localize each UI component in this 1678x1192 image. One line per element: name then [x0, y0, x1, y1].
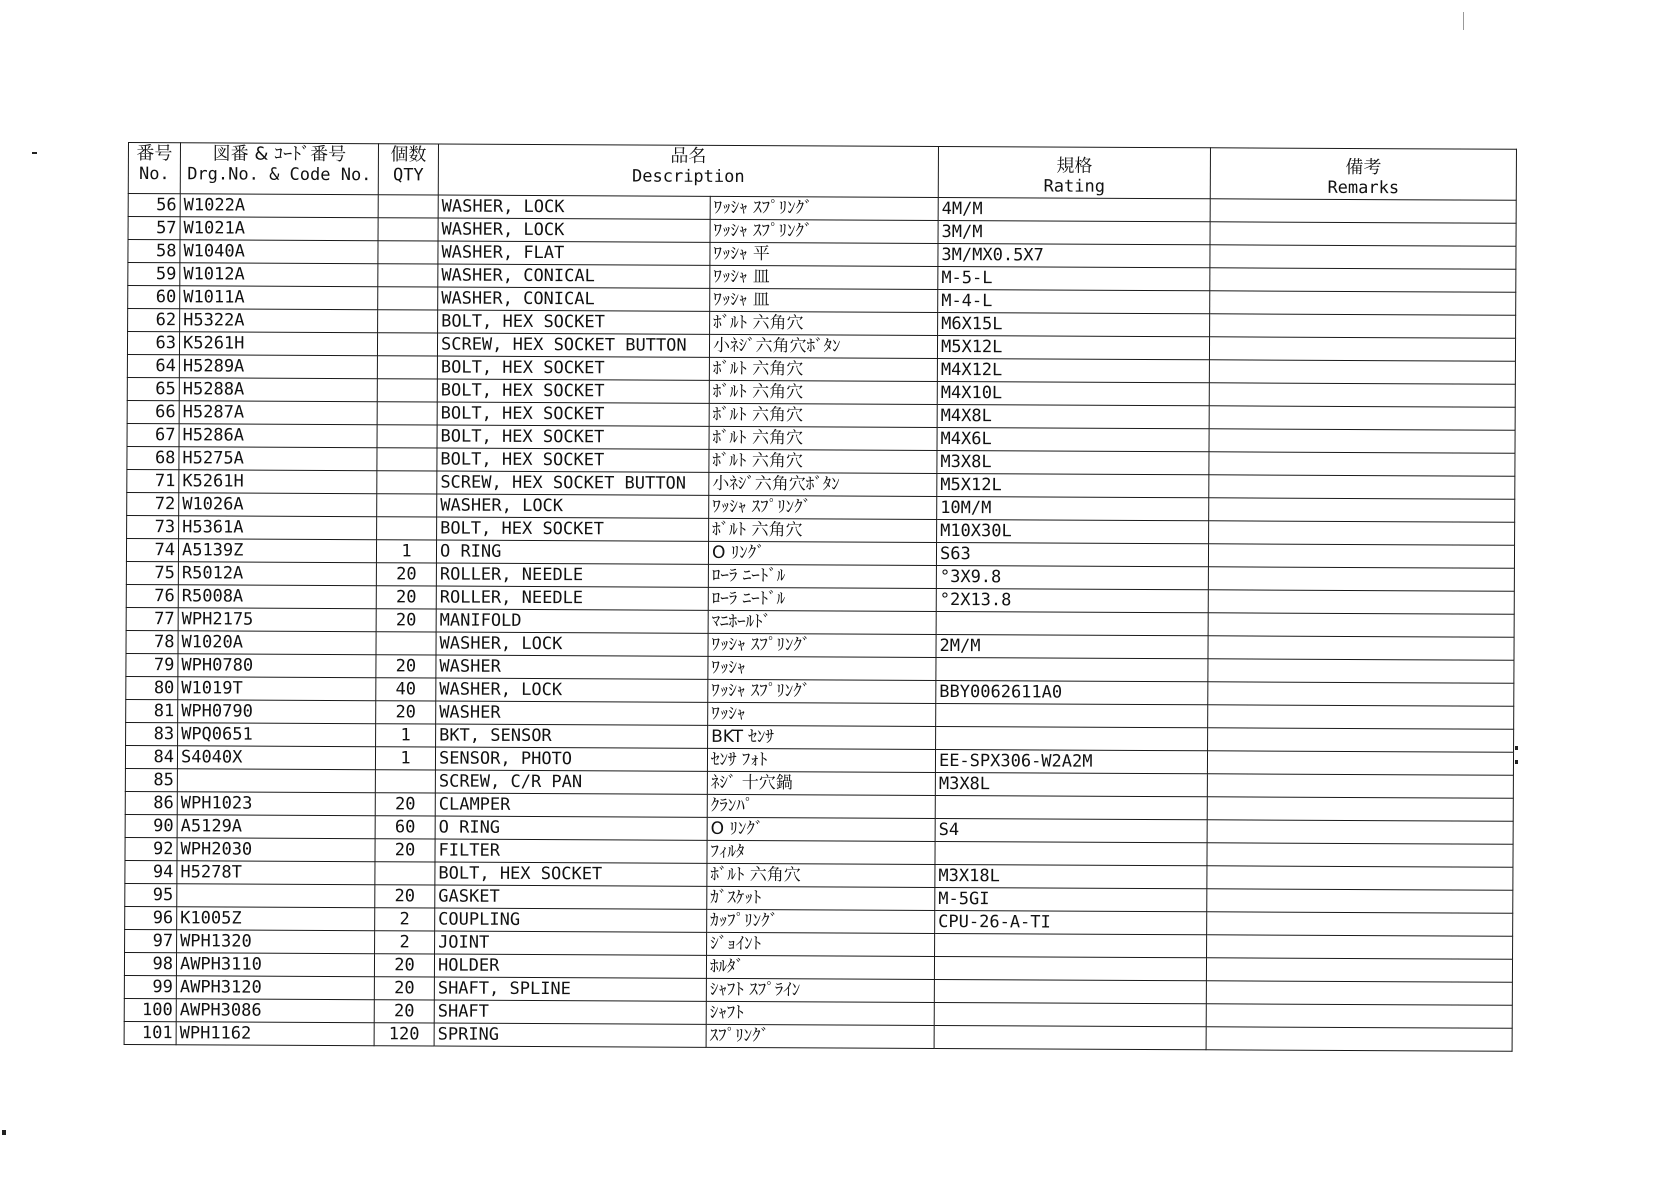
drg-code-number-cell: W1022A — [180, 194, 378, 218]
description-en-cell: FILTER — [435, 839, 707, 863]
description-ja-cell: ﾛｰﾗ ﾆｰﾄﾞﾙ — [708, 564, 936, 588]
item-number-cell: 74 — [126, 538, 178, 561]
drg-code-number-cell: R5012A — [178, 562, 376, 586]
header-drg-en: Drg.No. & Code No. — [187, 164, 372, 186]
quantity-cell — [378, 241, 438, 264]
drg-code-number-cell: AWPH3110 — [176, 953, 374, 977]
quantity-cell — [377, 448, 437, 471]
description-en-cell: BOLT, HEX SOCKET — [437, 448, 709, 472]
description-ja-cell: ｶﾞｽｹｯﾄ — [707, 886, 935, 910]
quantity-cell: 20 — [374, 954, 434, 977]
description-ja-cell: ﾎﾞﾙﾄ 六角穴 — [709, 357, 937, 381]
quantity-cell — [378, 195, 438, 218]
drg-code-number-cell: WPH0790 — [178, 700, 376, 724]
rating-cell — [934, 1025, 1206, 1049]
description-ja-cell: ﾌｨﾙﾀ — [707, 840, 935, 864]
item-number-cell: 75 — [126, 561, 178, 584]
item-number-cell: 84 — [125, 745, 177, 768]
rating-cell: 4M/M — [938, 197, 1210, 221]
drg-code-number-cell: W1020A — [178, 631, 376, 655]
item-number-cell: 78 — [126, 630, 178, 653]
item-number-cell: 73 — [127, 515, 179, 538]
rating-cell — [935, 841, 1207, 865]
description-en-cell: WASHER, CONICAL — [438, 264, 710, 288]
drg-code-number-cell: WPH1023 — [177, 792, 375, 816]
description-ja-cell: ｼﾞｮｲﾝﾄ — [707, 932, 935, 956]
header-remarks — [1210, 148, 1516, 200]
scan-speck — [2, 1130, 6, 1135]
remarks-cell — [1206, 1027, 1512, 1051]
quantity-cell — [377, 356, 437, 379]
description-en-cell: SCREW, HEX SOCKET BUTTON — [437, 471, 709, 495]
remarks-cell — [1207, 866, 1513, 890]
description-en-cell: BOLT, HEX SOCKET — [437, 517, 709, 541]
description-en-cell: BOLT, HEX SOCKET — [438, 310, 710, 334]
rating-cell: °3X9.8 — [936, 565, 1208, 589]
description-ja-cell: ﾈｼﾞ 十穴鍋 — [707, 771, 935, 795]
item-number-cell: 96 — [125, 906, 177, 929]
header-drg-code — [180, 143, 378, 195]
rating-cell: EE-SPX306-W2A2M — [935, 749, 1207, 773]
header-desc-ja: 品名 — [670, 145, 707, 167]
remarks-cell — [1208, 613, 1514, 637]
quantity-cell: 20 — [376, 563, 436, 586]
quantity-cell — [377, 471, 437, 494]
quantity-cell — [376, 632, 436, 655]
description-ja-cell: ﾜｯｼｬ 平 — [710, 242, 938, 266]
description-ja-cell: ｾﾝｻ ﾌｫﾄ — [707, 748, 935, 772]
remarks-cell — [1209, 360, 1515, 384]
remarks-cell — [1206, 981, 1512, 1005]
description-en-cell: O RING — [435, 816, 707, 840]
description-ja-cell: ﾜｯｼｬ ｽﾌﾟﾘﾝｸﾞ — [708, 679, 936, 703]
remarks-cell — [1209, 406, 1515, 430]
drg-code-number-cell: H5275A — [179, 447, 377, 471]
description-ja-cell: ﾎﾞﾙﾄ 六角穴 — [709, 426, 937, 450]
drg-code-number-cell: AWPH3086 — [176, 999, 374, 1023]
rating-cell: S4 — [935, 818, 1207, 842]
rating-cell: 3M/M — [938, 220, 1210, 244]
remarks-cell — [1207, 820, 1513, 844]
item-number-cell: 59 — [128, 263, 180, 286]
rating-cell: M6X15L — [938, 312, 1210, 336]
description-en-cell: ROLLER, NEEDLE — [436, 586, 708, 610]
description-en-cell: SPRING — [434, 1023, 706, 1047]
quantity-cell — [378, 218, 438, 241]
quantity-cell: 20 — [376, 701, 436, 724]
rating-cell — [936, 726, 1208, 750]
rating-cell: M-5-L — [938, 266, 1210, 290]
header-qty-en: QTY — [392, 165, 424, 186]
parts-list-table — [124, 142, 1517, 1052]
description-en-cell: WASHER — [436, 655, 708, 679]
header-description — [438, 144, 938, 197]
rating-cell: M4X10L — [937, 381, 1209, 405]
quantity-cell — [377, 425, 437, 448]
remarks-cell — [1208, 636, 1514, 660]
drg-code-number-cell: A5139Z — [178, 539, 376, 563]
item-number-cell: 94 — [125, 860, 177, 883]
quantity-cell: 2 — [375, 908, 435, 931]
description-en-cell: WASHER, LOCK — [436, 632, 708, 656]
description-ja-cell: ﾎﾞﾙﾄ 六角穴 — [707, 863, 935, 887]
description-en-cell: WASHER — [436, 701, 708, 725]
remarks-cell — [1208, 682, 1514, 706]
item-number-cell: 60 — [128, 286, 180, 309]
item-number-cell: 58 — [128, 240, 180, 263]
drg-code-number-cell: K5261H — [179, 332, 377, 356]
description-en-cell: MANIFOLD — [436, 609, 708, 633]
description-ja-cell: 小ﾈｼﾞ六角穴ﾎﾞﾀﾝ — [709, 472, 937, 496]
remarks-cell — [1206, 1004, 1512, 1028]
description-en-cell: ROLLER, NEEDLE — [436, 563, 708, 587]
remarks-cell — [1209, 383, 1515, 407]
quantity-cell — [378, 264, 438, 287]
header-desc-en: Description — [631, 166, 745, 188]
quantity-cell: 40 — [376, 678, 436, 701]
description-en-cell: WASHER, LOCK — [438, 195, 710, 219]
quantity-cell: 20 — [374, 977, 434, 1000]
item-number-cell: 98 — [124, 952, 176, 975]
drg-code-number-cell: S4040X — [177, 746, 375, 770]
item-number-cell: 68 — [127, 446, 179, 469]
description-ja-cell: ﾜｯｼｬ 皿 — [710, 265, 938, 289]
item-number-cell: 72 — [127, 492, 179, 515]
drg-code-number-cell: WPQ0651 — [178, 723, 376, 747]
scan-speck — [1463, 12, 1464, 30]
remarks-cell — [1210, 314, 1516, 338]
description-en-cell: SENSOR, PHOTO — [435, 747, 707, 771]
description-en-cell: WASHER, FLAT — [438, 241, 710, 265]
header-qty-ja: 個数 — [390, 144, 427, 166]
table-header-row — [128, 143, 1516, 201]
drg-code-number-cell: AWPH3120 — [176, 976, 374, 1000]
header-rating-en: Rating — [1043, 176, 1106, 197]
description-en-cell: BOLT, HEX SOCKET — [437, 356, 709, 380]
remarks-cell — [1209, 521, 1515, 545]
quantity-cell: 20 — [375, 839, 435, 862]
drg-code-number-cell: H5288A — [179, 378, 377, 402]
quantity-cell — [378, 287, 438, 310]
description-en-cell: BOLT, HEX SOCKET — [435, 862, 707, 886]
description-en-cell: SCREW, C/R PAN — [435, 770, 707, 794]
quantity-cell: 120 — [374, 1023, 434, 1046]
description-ja-cell: ﾜｯｼｬ ｽﾌﾟﾘﾝｸﾞ — [710, 196, 938, 220]
rating-cell: M3X8L — [935, 772, 1207, 796]
description-en-cell: WASHER, CONICAL — [438, 287, 710, 311]
description-en-cell: O RING — [436, 540, 708, 564]
quantity-cell: 20 — [376, 655, 436, 678]
drg-code-number-cell: H5289A — [179, 355, 377, 379]
description-en-cell: WASHER, LOCK — [436, 678, 708, 702]
drg-code-number-cell: WPH1162 — [176, 1022, 374, 1046]
quantity-cell: 60 — [375, 816, 435, 839]
rating-cell — [936, 611, 1208, 635]
description-en-cell: WASHER, LOCK — [438, 218, 710, 242]
remarks-cell — [1210, 291, 1516, 315]
rating-cell: °2X13.8 — [936, 588, 1208, 612]
rating-cell: M5X12L — [937, 473, 1209, 497]
description-ja-cell: ﾎﾞﾙﾄ 六角穴 — [710, 311, 938, 335]
rating-cell: M10X30L — [937, 519, 1209, 543]
item-number-cell: 56 — [128, 194, 180, 217]
rating-cell — [934, 979, 1206, 1003]
drg-code-number-cell: H5287A — [179, 401, 377, 425]
item-number-cell: 101 — [124, 1021, 176, 1044]
remarks-cell — [1210, 199, 1516, 223]
item-number-cell: 80 — [126, 676, 178, 699]
description-ja-cell: ﾜｯｼｬ — [708, 656, 936, 680]
item-number-cell: 86 — [125, 791, 177, 814]
item-number-cell: 71 — [127, 469, 179, 492]
remarks-cell — [1207, 912, 1513, 936]
item-number-cell: 100 — [124, 998, 176, 1021]
remarks-cell — [1209, 452, 1515, 476]
description-ja-cell: ｸﾗﾝﾊﾟ — [707, 794, 935, 818]
item-number-cell: 79 — [126, 653, 178, 676]
remarks-cell — [1208, 705, 1514, 729]
drg-code-number-cell: W1026A — [179, 493, 377, 517]
drg-code-number-cell: H5286A — [179, 424, 377, 448]
description-ja-cell: ﾜｯｼｬ ｽﾌﾟﾘﾝｸﾞ — [708, 633, 936, 657]
description-ja-cell: O ﾘﾝｸﾞ — [707, 817, 935, 841]
drg-code-number-cell: W1011A — [180, 286, 378, 310]
rating-cell: M5X12L — [937, 335, 1209, 359]
remarks-cell — [1209, 429, 1515, 453]
rating-cell: M3X8L — [937, 450, 1209, 474]
item-number-cell: 92 — [125, 837, 177, 860]
description-en-cell: HOLDER — [434, 954, 706, 978]
quantity-cell: 1 — [375, 747, 435, 770]
item-number-cell: 62 — [128, 309, 180, 332]
rating-cell: S63 — [936, 542, 1208, 566]
description-en-cell: COUPLING — [435, 908, 707, 932]
drg-code-number-cell: W1021A — [180, 217, 378, 241]
drg-code-number-cell: W1012A — [180, 263, 378, 287]
rating-cell: 10M/M — [937, 496, 1209, 520]
remarks-cell — [1209, 498, 1515, 522]
rating-cell — [935, 933, 1207, 957]
item-number-cell: 67 — [127, 423, 179, 446]
description-en-cell: WASHER, LOCK — [437, 494, 709, 518]
remarks-cell — [1208, 659, 1514, 683]
scan-speck — [1515, 760, 1518, 764]
drg-code-number-cell: WPH2030 — [177, 838, 375, 862]
item-number-cell: 65 — [127, 377, 179, 400]
drg-code-number-cell: R5008A — [178, 585, 376, 609]
drg-code-number-cell: K5261H — [179, 470, 377, 494]
remarks-cell — [1208, 590, 1514, 614]
quantity-cell — [377, 494, 437, 517]
header-no-ja: 番号 — [136, 143, 173, 165]
description-en-cell: CLAMPER — [435, 793, 707, 817]
header-no-en: No. — [138, 164, 170, 185]
item-number-cell: 81 — [126, 699, 178, 722]
scan-speck — [32, 152, 37, 154]
remarks-cell — [1206, 958, 1512, 982]
item-number-cell: 90 — [125, 814, 177, 837]
description-ja-cell: ﾎﾞﾙﾄ 六角穴 — [709, 518, 937, 542]
quantity-cell: 20 — [376, 586, 436, 609]
header-rating-ja: 規格 — [1056, 155, 1093, 177]
remarks-cell — [1210, 245, 1516, 269]
remarks-cell — [1210, 268, 1516, 292]
description-ja-cell: ﾜｯｼｬ ｽﾌﾟﾘﾝｸﾞ — [710, 219, 938, 243]
rating-cell: CPU-26-A-TI — [935, 910, 1207, 934]
rating-cell: 3M/MX0.5X7 — [938, 243, 1210, 267]
quantity-cell: 20 — [375, 793, 435, 816]
description-ja-cell: ｼｬﾌﾄ ｽﾌﾟﾗｲﾝ — [706, 978, 934, 1002]
header-remarks-en: Remarks — [1327, 177, 1400, 199]
header-qty — [378, 144, 438, 195]
description-en-cell: BOLT, HEX SOCKET — [437, 425, 709, 449]
item-number-cell: 76 — [126, 584, 178, 607]
item-number-cell: 66 — [127, 400, 179, 423]
item-number-cell: 77 — [126, 607, 178, 630]
remarks-cell — [1207, 797, 1513, 821]
remarks-cell — [1207, 889, 1513, 913]
rating-cell — [934, 1002, 1206, 1026]
parts-list-body — [124, 194, 1516, 1052]
remarks-cell — [1208, 544, 1514, 568]
quantity-cell — [377, 333, 437, 356]
item-number-cell: 95 — [125, 883, 177, 906]
drg-code-number-cell: A5129A — [177, 815, 375, 839]
rating-cell: M4X12L — [937, 358, 1209, 382]
rating-cell: M-5GI — [935, 887, 1207, 911]
quantity-cell — [375, 770, 435, 793]
description-en-cell: BOLT, HEX SOCKET — [437, 379, 709, 403]
drg-code-number-cell — [177, 769, 375, 793]
description-en-cell: BOLT, HEX SOCKET — [437, 402, 709, 426]
description-ja-cell: ﾜｯｼｬ 皿 — [710, 288, 938, 312]
header-remarks-ja: 備考 — [1345, 156, 1382, 179]
rating-cell — [935, 795, 1207, 819]
item-number-cell: 63 — [127, 332, 179, 355]
scan-speck — [1515, 746, 1518, 750]
rating-cell: M4X6L — [937, 427, 1209, 451]
drg-code-number-cell: W1019T — [178, 677, 376, 701]
remarks-cell — [1210, 222, 1516, 246]
quantity-cell: 1 — [376, 540, 436, 563]
description-ja-cell: ﾎﾞﾙﾄ 六角穴 — [709, 403, 937, 427]
description-en-cell: BKT, SENSOR — [436, 724, 708, 748]
remarks-cell — [1207, 774, 1513, 798]
quantity-cell — [377, 379, 437, 402]
description-ja-cell: ﾜｯｼｬ ｽﾌﾟﾘﾝｸﾞ — [709, 495, 937, 519]
drg-code-number-cell: WPH2175 — [178, 608, 376, 632]
rating-cell: M4X8L — [937, 404, 1209, 428]
remarks-cell — [1209, 475, 1515, 499]
remarks-cell — [1207, 751, 1513, 775]
drg-code-number-cell: H5322A — [180, 309, 378, 333]
quantity-cell — [378, 310, 438, 333]
item-number-cell: 97 — [125, 929, 177, 952]
header-rating — [938, 146, 1210, 198]
rating-cell — [936, 703, 1208, 727]
description-en-cell: JOINT — [435, 931, 707, 955]
description-ja-cell: ﾜｯｼｬ — [708, 702, 936, 726]
quantity-cell: 2 — [375, 931, 435, 954]
item-number-cell: 83 — [126, 722, 178, 745]
description-ja-cell: ﾎﾙﾀﾞ — [706, 955, 934, 979]
description-ja-cell: O ﾘﾝｸﾞ — [708, 541, 936, 565]
description-ja-cell: 小ﾈｼﾞ六角穴ﾎﾞﾀﾝ — [709, 334, 937, 358]
description-ja-cell: ｽﾌﾟﾘﾝｸﾞ — [706, 1024, 934, 1048]
quantity-cell: 20 — [376, 609, 436, 632]
drg-code-number-cell: K1005Z — [177, 907, 375, 931]
rating-cell: M3X18L — [935, 864, 1207, 888]
remarks-cell — [1208, 567, 1514, 591]
rating-cell: 2M/M — [936, 634, 1208, 658]
item-number-cell: 85 — [125, 768, 177, 791]
description-en-cell: GASKET — [435, 885, 707, 909]
description-en-cell: SCREW, HEX SOCKET BUTTON — [437, 333, 709, 357]
remarks-cell — [1207, 935, 1513, 959]
rating-cell — [934, 956, 1206, 980]
quantity-cell — [377, 517, 437, 540]
drg-code-number-cell: W1040A — [180, 240, 378, 264]
drg-code-number-cell: H5278T — [177, 861, 375, 885]
description-ja-cell: ﾛｰﾗ ﾆｰﾄﾞﾙ — [708, 587, 936, 611]
quantity-cell — [375, 862, 435, 885]
rating-cell — [936, 657, 1208, 681]
rating-cell: BBY0062611A0 — [936, 680, 1208, 704]
drg-code-number-cell: WPH0780 — [178, 654, 376, 678]
header-no — [128, 143, 180, 194]
remarks-cell — [1208, 728, 1514, 752]
description-ja-cell: ﾏﾆﾎｰﾙﾄﾞ — [708, 610, 936, 634]
drg-code-number-cell: H5361A — [179, 516, 377, 540]
description-ja-cell: BKT ｾﾝｻ — [708, 725, 936, 749]
description-ja-cell: ﾎﾞﾙﾄ 六角穴 — [709, 449, 937, 473]
header-drg-ja: 図番 & ｺｰﾄﾞ番号 — [212, 143, 347, 166]
quantity-cell: 1 — [376, 724, 436, 747]
rating-cell: M-4-L — [938, 289, 1210, 313]
description-ja-cell: ﾎﾞﾙﾄ 六角穴 — [709, 380, 937, 404]
item-number-cell: 99 — [124, 975, 176, 998]
item-number-cell: 64 — [127, 354, 179, 377]
remarks-cell — [1209, 337, 1515, 361]
drg-code-number-cell: WPH1320 — [177, 930, 375, 954]
description-en-cell: SHAFT, SPLINE — [434, 977, 706, 1001]
description-en-cell: SHAFT — [434, 1000, 706, 1024]
quantity-cell: 20 — [375, 885, 435, 908]
description-ja-cell: ｶｯﾌﾟﾘﾝｸﾞ — [707, 909, 935, 933]
item-number-cell: 57 — [128, 217, 180, 240]
drg-code-number-cell — [177, 884, 375, 908]
quantity-cell — [377, 402, 437, 425]
description-ja-cell: ｼｬﾌﾄ — [706, 1001, 934, 1025]
quantity-cell: 20 — [374, 1000, 434, 1023]
remarks-cell — [1207, 843, 1513, 867]
